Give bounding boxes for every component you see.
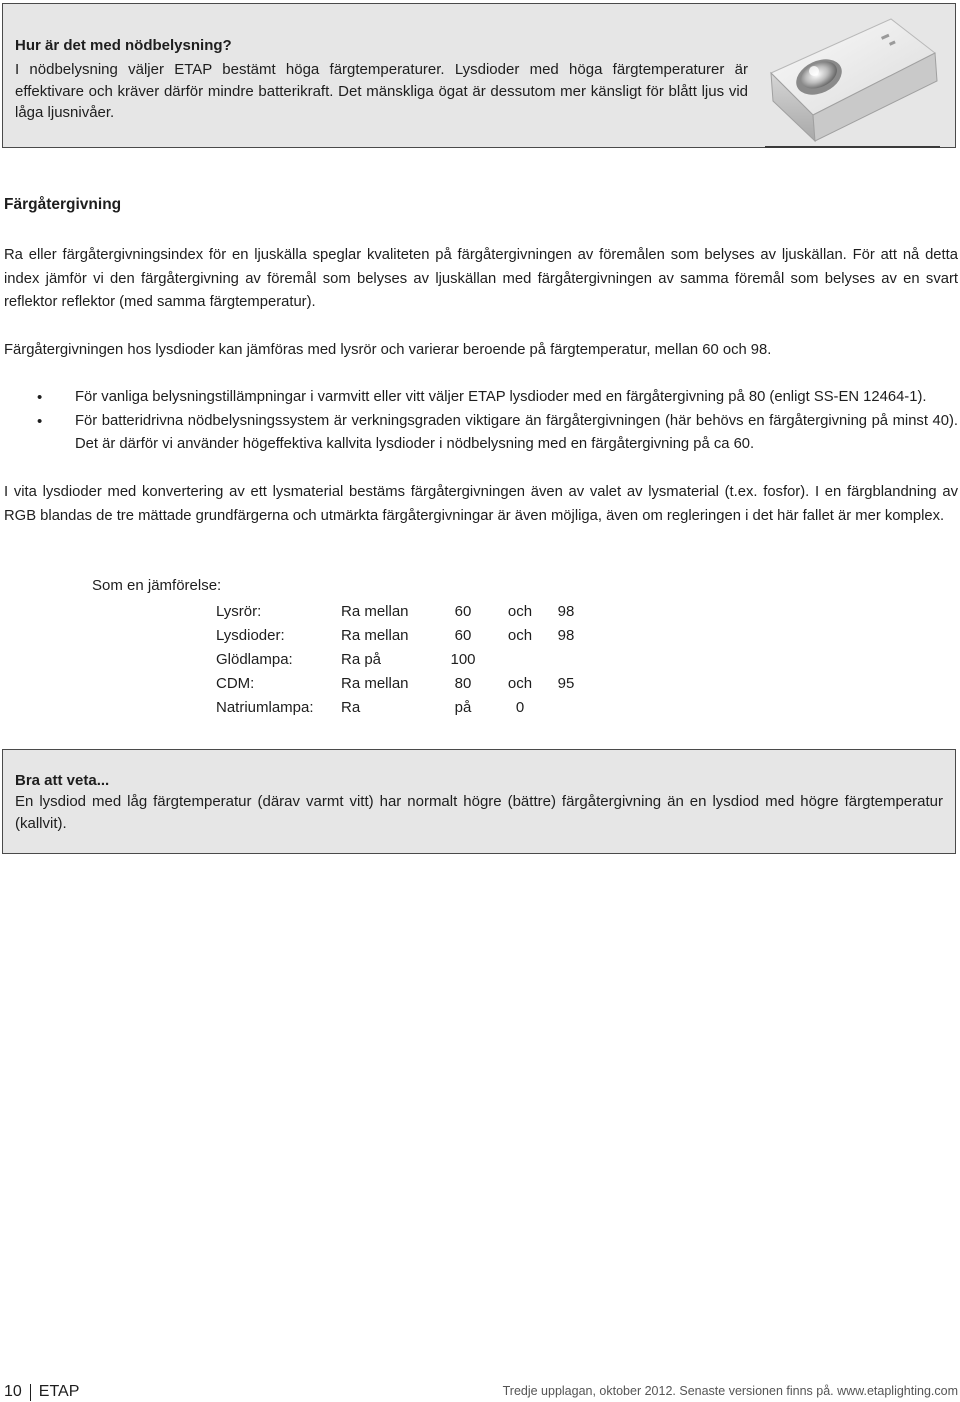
range-paragraph: Färgåtergivningen hos lysdioder kan jämföras med lysrör och varierar beroende på färgtemperatur, mellan 60 och 98. [4,342,772,358]
table-row [216,695,583,719]
table-cell: Natriumlampa: [216,698,314,716]
intro-paragraph: Ra eller färgåtergivningsindex för en ljuskälla speglar kvaliteten på färgåtergivningen av föremålen som belyses av ljuskällan. För att nå detta index jämför vi den färgåtergivning av föremål som belyses av ljuskällan med färgåtergivningen av samma föremål som belyses av en svart reflektor reflektor (med samma färgtemperatur). [4,247,958,310]
bullet-text: För batteridrivna nödbelysningssystem är verkningsgraden viktigare än färgåtergivningen (här behövs en färgåtergivning på minst 40). Det är därför vi använder högeffektiva kallvita lysdioder i nödbelysning med en färgåtergivning på ca 60. [75,412,958,452]
section-heading: Färgåtergivning [4,196,122,213]
bullet-icon: • [37,412,43,430]
bullet-text: För vanliga belysningstillämpningar i varmvitt eller vitt väljer ETAP lysdioder med en färgåtergivning på 80 (enligt SS-EN 12464-1). [75,389,927,405]
table-cell: Ra mellan [341,674,409,692]
table-cell: CDM: [216,674,255,692]
table-cell [549,647,583,671]
footer-edition-note: Tredje upplagan, oktober 2012. Senaste versionen finns på. www.etaplighting.com [502,1384,958,1398]
phosphor-paragraph: I vita lysdioder med konvertering av ett lysmaterial bestäms färgåtergivningen även av valet av lysmaterial (t.ex. fosfor). I en färgblandning av RGB blandas de tre mättade grundfärgerna och utmärkta färgåtergivningar är även möjliga, även om regleringen i det här fallet är mer komplex. [4,484,958,524]
table-cell: 98 [557,602,575,620]
table-cell: 0 [515,698,525,716]
table-cell: Glödlampa: [216,650,293,668]
footer-brand: ETAP [38,1383,80,1400]
table-cell: Ra mellan [341,626,409,644]
info-box-title: Hur är det med nödbelysning? [15,37,232,54]
table-cell: 80 [454,674,472,692]
table-cell: 95 [557,674,575,692]
table-cell: 98 [557,626,575,644]
table-cell: och [507,602,533,620]
comparison-table [216,599,583,719]
table-row [216,671,583,695]
table-cell: 60 [454,602,472,620]
page-footer-left [4,1383,79,1401]
table-cell: och [507,674,533,692]
list-item [4,410,958,457]
emergency-luminaire-photo [765,11,940,148]
tip-box-title: Bra att veta... [15,772,110,789]
table-cell: på [454,698,472,716]
bullet-list [4,386,958,457]
bullet-icon: • [37,389,43,406]
table-cell: Ra [341,698,361,716]
table-cell: Lysrör: [216,602,262,620]
table-cell: och [507,626,533,644]
tip-box-text: En lysdiod med låg färgtemperatur (därav varmt vitt) har normalt högre (bättre) färgåtergivning än en lysdiod med högre färgtemperatur (kallvit). [15,793,943,832]
table-cell: Lysdioder: [216,626,285,644]
table-cell: 60 [454,626,472,644]
comparison-intro: Som en jämförelse: [92,577,222,594]
table-cell [549,695,583,719]
tip-box [2,749,956,854]
table-cell: 100 [450,650,476,668]
table-cell: Ra mellan [341,602,409,620]
table-row [216,623,583,647]
page-number: 10 [4,1383,22,1400]
footer-divider [30,1384,31,1401]
table-row [216,599,583,623]
list-item [4,386,958,410]
info-box-text: I nödbelysning väljer ETAP bestämt höga färgtemperaturer. Lysdioder med höga färgtemperaturer är effektivare och kräver därför mindre batterikraft. Det mänskliga ögat är dessutom mer känsligt för blått ljus vid låga ljusnivåer. [15,61,748,121]
table-row [216,647,583,671]
table-cell: Ra på [341,650,382,668]
table-cell [491,647,549,671]
